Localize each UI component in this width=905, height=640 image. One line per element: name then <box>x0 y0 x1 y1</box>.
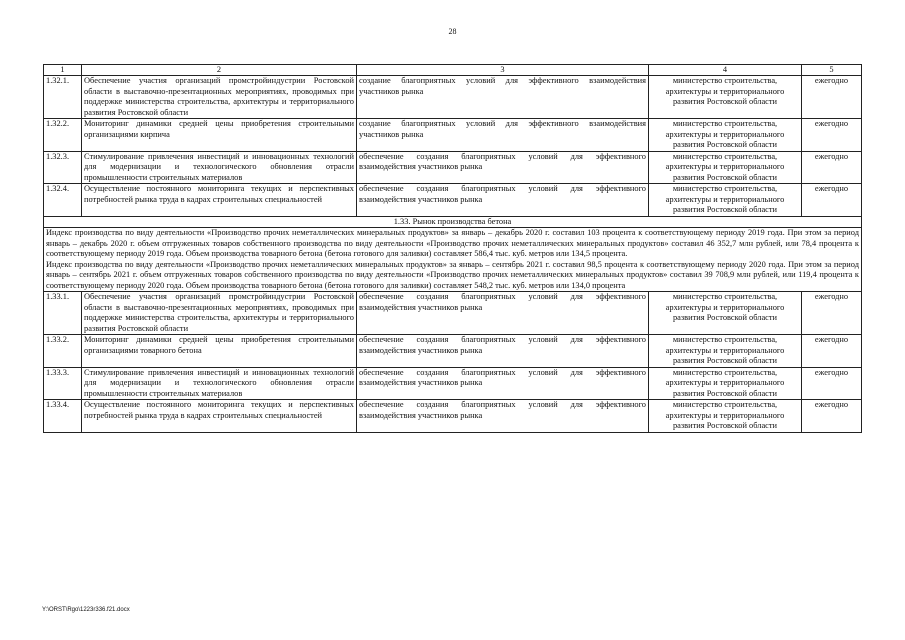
row-number: 1.33.3. <box>44 367 82 400</box>
row-term: ежегодно <box>802 184 862 217</box>
header-col-3: 3 <box>357 65 649 76</box>
table-row <box>44 151 862 184</box>
row-responsible: министерство строительства, архитектуры и территориального развития Ростовской области <box>649 119 802 152</box>
row-term: ежегодно <box>802 292 862 335</box>
row-result: обеспечение создания благоприятных условий для эффективного взаимодействия участников рынка <box>357 400 649 433</box>
row-measure: Обеспечение участия организаций промстройиндустрии Ростовской области в выставочно-презентационных мероприятиях, проводимых при поддержке министерства строительства, архитектуры и территориального развития Ростовской области <box>82 292 357 335</box>
row-number: 1.33.2. <box>44 335 82 368</box>
header-col-1: 1 <box>44 65 82 76</box>
row-term: ежегодно <box>802 367 862 400</box>
row-result: обеспечение создания благоприятных условий для эффективного взаимодействия участников рынка <box>357 184 649 217</box>
row-term: ежегодно <box>802 400 862 433</box>
row-measure: Стимулирование привлечения инвестиций и инновационных технологий для модернизации и технологического обновления отрасли промышленности строительных материалов <box>82 151 357 184</box>
row-responsible: министерство строительства, архитектуры и территориального развития Ростовской области <box>649 367 802 400</box>
row-result: создание благоприятных условий для эффективного взаимодействия участников рынка <box>357 76 649 119</box>
row-measure: Обеспечение участия организаций промстройиндустрии Ростовской области в выставочно-презентационных мероприятиях, проводимых при поддержке министерства строительства, архитектуры и территориального развития Ростовской области <box>82 76 357 119</box>
paragraph-2021: Индекс производства по виду деятельности «Производство прочих неметаллических минеральных продуктов» за январь – сентябрь 2021 г. составил 98,5 процента к соответствующему периоду 2020 года. При этом за период январь – сентябрь 2021 г. объем отгруженных товаров собственного производства по виду деятельности «Производство прочих неметаллических минеральных продуктов» составил 39 708,9 млн рублей, или 119,4 процента к соответствующему периоду 2020 года. Объем производства товарного бетона (бетона готового для заливки) составляет 548,2 тыс. куб. метров или 134,0 процента <box>46 259 859 290</box>
paragraph-2020: Индекс производства по виду деятельности «Производство прочих неметаллических минеральных продуктов» за январь – декабрь 2020 г. составил 103 процента к соответствующему периоду 2019 года. При этом за период январь – декабрь 2020 г. объем отгруженных товаров собственного производства по виду деятельности «Производство прочих неметаллических минеральных продуктов» составил 46 352,7 млн рублей, или 78,4 процента к соответствующему периоду 2019 года. Объем производства товарного бетона (бетона готового для заливки) составляет 586,4 тыс. куб. метров или 134,5 процента. <box>46 228 859 258</box>
row-measure: Осуществление постоянного мониторинга текущих и перспективных потребностей рынка труда в кадрах строительных специальностей <box>82 184 357 217</box>
row-responsible: министерство строительства, архитектуры и территориального развития Ростовской области <box>649 400 802 433</box>
table-row <box>44 76 862 119</box>
table-row <box>44 400 862 433</box>
row-term: ежегодно <box>802 119 862 152</box>
paragraph-row <box>44 228 862 292</box>
row-number: 1.33.1. <box>44 292 82 335</box>
row-measure: Мониторинг динамики средней цены приобретения строительными организациями кирпича <box>82 119 357 152</box>
row-number: 1.32.3. <box>44 151 82 184</box>
row-responsible: министерство строительства, архитектуры и территориального развития Ростовской области <box>649 184 802 217</box>
row-number: 1.32.1. <box>44 76 82 119</box>
row-responsible: министерство строительства, архитектуры и территориального развития Ростовской области <box>649 76 802 119</box>
header-col-4: 4 <box>649 65 802 76</box>
table-row <box>44 292 862 335</box>
measures-table <box>43 64 862 433</box>
row-result: создание благоприятных условий для эффективного взаимодействия участников рынка <box>357 119 649 152</box>
row-measure: Мониторинг динамики средней цены приобретения строительными организациями товарного бетона <box>82 335 357 368</box>
row-term: ежегодно <box>802 151 862 184</box>
row-term: ежегодно <box>802 335 862 368</box>
table-row <box>44 184 862 217</box>
row-number: 1.32.2. <box>44 119 82 152</box>
section-title: 1.33. Рынок производства бетона <box>44 216 862 228</box>
header-col-2: 2 <box>82 65 357 76</box>
section-row <box>44 216 862 228</box>
table-row <box>44 335 862 368</box>
row-responsible: министерство строительства, архитектуры и территориального развития Ростовской области <box>649 335 802 368</box>
row-term: ежегодно <box>802 76 862 119</box>
row-measure: Стимулирование привлечения инвестиций и инновационных технологий для модернизации и технологического обновления отрасли промышленности строительных материалов <box>82 367 357 400</box>
row-responsible: министерство строительства, архитектуры и территориального развития Ростовской области <box>649 151 802 184</box>
table-header-row <box>44 65 862 76</box>
row-result: обеспечение создания благоприятных условий для эффективного взаимодействия участников рынка <box>357 151 649 184</box>
file-path-footer: Y:\ORST\Rgo\1223r336.f21.docx <box>42 607 130 613</box>
row-result: обеспечение создания благоприятных условий для эффективного взаимодействия участников рынка <box>357 367 649 400</box>
row-result: обеспечение создания благоприятных условий для эффективного взаимодействия участников рынка <box>357 292 649 335</box>
table-row <box>44 119 862 152</box>
row-number: 1.33.4. <box>44 400 82 433</box>
row-measure: Осуществление постоянного мониторинга текущих и перспективных потребностей рынка труда в кадрах строительных специальностей <box>82 400 357 433</box>
header-col-5: 5 <box>802 65 862 76</box>
table-row <box>44 367 862 400</box>
document-body <box>43 64 861 433</box>
row-result: обеспечение создания благоприятных условий для эффективного взаимодействия участников рынка <box>357 335 649 368</box>
row-responsible: министерство строительства, архитектуры и территориального развития Ростовской области <box>649 292 802 335</box>
page-number: 28 <box>448 27 457 36</box>
row-number: 1.32.4. <box>44 184 82 217</box>
